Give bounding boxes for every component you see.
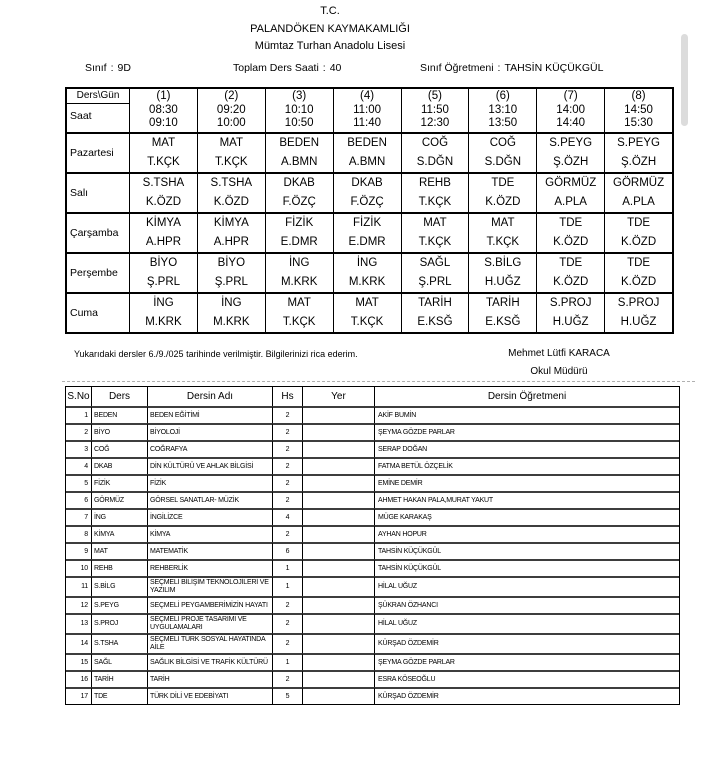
signature-block <box>478 348 640 377</box>
lesson-code: TDE <box>627 217 651 229</box>
lesson-cell <box>604 172 672 212</box>
lesson-code: MAT <box>219 137 244 149</box>
lesson-teacher-code: T.KÇK <box>215 156 248 168</box>
row-lesson-code: TDE <box>91 687 147 704</box>
issue-note: Yukarıdaki dersler 6./9./025 tarihinde verilmiştir. Bilgilerinizi rica ederim. <box>74 349 358 359</box>
row-lesson-code: REHB <box>91 559 147 576</box>
row-lesson-name: SEÇMELİ PROJE TASARIMI VE UYGULAMALARI <box>147 613 272 633</box>
lesson-teacher-code: Ş.ÖZH <box>620 156 657 168</box>
period-start-time: 11:00 <box>353 103 382 116</box>
time-row-label: Saat <box>70 110 92 122</box>
signer-title: Okul Müdürü <box>530 366 588 377</box>
period-start-time: 09:20 <box>216 103 246 116</box>
lesson-teacher-code: T.KÇK <box>418 196 452 208</box>
lesson-code: REHB <box>418 177 451 189</box>
row-lesson-name: MATEMATİK <box>147 542 272 559</box>
row-lesson-teacher: ŞEYMA GÖZDE PARLAR <box>374 653 679 670</box>
lesson-cell <box>468 252 536 292</box>
lesson-teacher-code: A.BMN <box>280 156 318 168</box>
header-dersin-ogretmeni: Dersin Öğretmeni <box>374 387 679 406</box>
row-lesson-teacher: AHMET HAKAN PALA,MURAT YAKUT <box>374 491 679 508</box>
lesson-code: TDE <box>559 217 583 229</box>
row-lesson-teacher: AYHAN HOPUR <box>374 525 679 542</box>
lesson-teacher-code: T.KÇK <box>147 156 180 168</box>
period-end-time: 10:00 <box>216 117 246 129</box>
row-lesson-code: İNG <box>91 508 147 525</box>
lesson-teacher-code: M.KRK <box>280 276 318 288</box>
period-number: (7) <box>563 90 578 102</box>
row-lesson-code: DKAB <box>91 457 147 474</box>
lesson-code: S.BİLG <box>484 257 522 269</box>
lesson-teacher-code: E.KSĞ <box>485 316 521 328</box>
row-lesson-hours: 2 <box>272 613 302 633</box>
row-lesson-hours: 5 <box>272 687 302 704</box>
row-lesson-teacher: AKİF BUMİN <box>374 406 679 423</box>
lesson-code: S.PEYG <box>617 137 660 149</box>
lesson-code: FİZİK <box>285 217 314 229</box>
lesson-code: S.PEYG <box>549 137 593 149</box>
row-lesson-code: BEDEN <box>91 406 147 423</box>
period-start-time: 11:50 <box>420 103 449 116</box>
lesson-teacher-code: A.HPR <box>145 236 182 248</box>
period-number: (6) <box>495 90 510 102</box>
lesson-code: MAT <box>287 297 311 309</box>
period-end-time: 11:40 <box>353 117 382 129</box>
timetable-corner-cell <box>67 89 129 132</box>
row-lesson-place <box>302 423 374 440</box>
row-lesson-name: TÜRK DİLİ VE EDEBİYATI <box>147 687 272 704</box>
row-lesson-hours: 1 <box>272 653 302 670</box>
lesson-code: İNG <box>356 257 378 269</box>
lesson-code: İNG <box>221 297 242 309</box>
row-lesson-place <box>302 508 374 525</box>
title-school: Mümtaz Turhan Anadolu Lisesi <box>254 40 406 52</box>
row-lesson-place <box>302 633 374 653</box>
row-lesson-teacher: ŞÜKRAN ÖZHANCI <box>374 596 679 613</box>
row-lesson-hours: 1 <box>272 559 302 576</box>
row-lesson-code: BİYO <box>91 423 147 440</box>
lesson-code: S.TSHA <box>210 177 253 189</box>
row-number: 12 <box>66 596 91 613</box>
day-label: Salı <box>67 172 129 212</box>
class-info-line <box>0 62 705 77</box>
colon-separator: : <box>110 62 114 74</box>
row-number: 5 <box>66 474 91 491</box>
lesson-cell <box>536 212 604 252</box>
class-teacher-info <box>420 62 603 74</box>
period-start-time: 10:10 <box>284 103 314 116</box>
lesson-teacher-code: K.ÖZD <box>213 196 249 208</box>
title-district: PALANDÖKEN KAYMAKAMLIĞI <box>250 22 410 35</box>
row-lesson-hours: 2 <box>272 633 302 653</box>
period-header-cell <box>468 89 536 132</box>
period-start-time: 14:50 <box>624 103 653 116</box>
lesson-teacher-code: K.ÖZD <box>485 196 521 208</box>
lesson-teacher-code: K.ÖZD <box>553 276 589 288</box>
lesson-teacher-code: A.HPR <box>213 236 249 248</box>
period-end-time: 10:50 <box>284 117 314 129</box>
row-lesson-teacher: ŞEYMA GÖZDE PARLAR <box>374 423 679 440</box>
period-end-time: 09:10 <box>149 117 178 129</box>
period-number: (5) <box>427 90 442 102</box>
lesson-teacher-code: H.UĞZ <box>484 276 521 288</box>
lesson-cell <box>129 132 197 172</box>
lesson-cell <box>604 292 672 332</box>
row-lesson-name: SEÇMELİ PEYGAMBERİMİZİN HAYATI <box>147 596 272 613</box>
row-lesson-teacher: FATMA BETÜL ÖZÇELİK <box>374 457 679 474</box>
lesson-code: DKAB <box>351 177 383 189</box>
lesson-code: TDE <box>627 257 651 269</box>
lesson-teacher-code: T.KÇK <box>486 236 520 248</box>
period-start-time: 14:00 <box>556 103 586 116</box>
document-header <box>0 3 660 56</box>
period-header-cell <box>333 89 401 132</box>
lesson-code: KİMYA <box>213 217 249 229</box>
lesson-teacher-code: F.ÖZÇ <box>350 196 384 208</box>
lesson-cell <box>197 132 265 172</box>
colon-separator: : <box>322 62 326 74</box>
lesson-code: COĞ <box>421 137 449 149</box>
day-label: Çarşamba <box>67 212 129 252</box>
row-lesson-hours: 2 <box>272 406 302 423</box>
row-number: 13 <box>66 613 91 633</box>
lesson-cell <box>468 212 536 252</box>
lesson-code: SAĞL <box>419 257 451 269</box>
lesson-cell <box>401 292 469 332</box>
lesson-cell <box>129 252 197 292</box>
row-lesson-place <box>302 542 374 559</box>
lesson-code: BEDEN <box>347 137 387 149</box>
header-sno: S.No <box>67 391 90 402</box>
day-label: Cuma <box>67 292 129 332</box>
lesson-cell <box>468 292 536 332</box>
title-tc: T.C. <box>320 5 340 17</box>
lesson-teacher-code: Ş.PRL <box>146 276 181 288</box>
lesson-code: GÖRMÜZ <box>613 177 665 189</box>
row-number: 9 <box>66 542 91 559</box>
lesson-cell <box>604 212 672 252</box>
lesson-teacher-code: K.ÖZD <box>620 236 657 248</box>
lesson-teacher-code: A.BMN <box>348 156 386 168</box>
lesson-code: MAT <box>151 137 176 149</box>
lesson-code: TARİH <box>485 297 520 309</box>
lesson-teacher-code: H.UĞZ <box>552 316 589 328</box>
row-lesson-place <box>302 457 374 474</box>
day-label: Pazartesi <box>67 132 129 172</box>
period-start-time: 08:30 <box>149 103 178 116</box>
lesson-cell <box>604 132 672 172</box>
header-hs: Hs <box>272 387 302 406</box>
period-number: (1) <box>156 90 171 102</box>
row-lesson-teacher: HİLAL UĞUZ <box>374 576 679 596</box>
row-number: 8 <box>66 525 91 542</box>
lesson-teacher-code: F.ÖZÇ <box>282 196 316 208</box>
period-end-time: 14:40 <box>556 117 586 129</box>
lesson-code: MAT <box>355 297 379 309</box>
lesson-teacher-code: M.KRK <box>145 316 182 328</box>
lesson-teacher-code: M.KRK <box>348 276 386 288</box>
lesson-code: S.TSHA <box>142 177 185 189</box>
row-lesson-name: FİZİK <box>147 474 272 491</box>
period-number: (4) <box>360 90 375 102</box>
row-lesson-code: MAT <box>91 542 147 559</box>
row-lesson-place <box>302 687 374 704</box>
header-ders: Ders <box>91 387 147 406</box>
lesson-teacher-code: S.DĞN <box>416 156 454 168</box>
lesson-cell <box>197 292 265 332</box>
lesson-code: MAT <box>491 217 515 229</box>
day-label: Perşembe <box>67 252 129 292</box>
lesson-cell <box>536 132 604 172</box>
lesson-cell <box>129 212 197 252</box>
row-lesson-name: DİN KÜLTÜRÜ VE AHLAK BİLGİSİ <box>147 457 272 474</box>
row-lesson-hours: 1 <box>272 576 302 596</box>
lesson-code: MAT <box>423 217 447 229</box>
row-lesson-code: KİMYA <box>91 525 147 542</box>
row-lesson-hours: 4 <box>272 508 302 525</box>
period-end-time: 13:50 <box>488 117 518 129</box>
total-hours-label: Toplam Ders Saati <box>233 62 319 74</box>
row-lesson-place <box>302 440 374 457</box>
period-header-cell <box>129 89 197 132</box>
period-header-cell <box>536 89 604 132</box>
lesson-teacher-code: Ş.ÖZH <box>553 156 589 168</box>
lesson-code: TARİH <box>418 297 452 309</box>
lesson-cell <box>333 132 401 172</box>
period-header-cell <box>604 89 672 132</box>
lesson-teacher-code: A.PLA <box>554 196 587 208</box>
row-lesson-name: SEÇMELİ TÜRK SOSYAL HAYATINDA AİLE <box>147 633 272 653</box>
lesson-teacher-code: T.KÇK <box>418 236 452 248</box>
row-lesson-place <box>302 653 374 670</box>
timetable <box>65 87 674 334</box>
period-end-time: 12:30 <box>420 117 450 129</box>
class-teacher-value: TAHSİN KÜÇÜKGÜL <box>504 62 604 74</box>
row-lesson-teacher: TAHSİN KÜÇÜKGÜL <box>374 542 679 559</box>
lesson-teacher-code: E.KSĞ <box>417 316 453 328</box>
row-number: 2 <box>66 423 91 440</box>
lesson-code: İNG <box>153 297 174 309</box>
row-lesson-place <box>302 559 374 576</box>
period-end-time: 15:30 <box>624 117 653 129</box>
lesson-cell <box>333 292 401 332</box>
lesson-code: KİMYA <box>145 217 181 229</box>
row-lesson-place <box>302 406 374 423</box>
row-lesson-teacher: ESRA KÖSEOĞLU <box>374 670 679 687</box>
row-lesson-place <box>302 613 374 633</box>
row-lesson-name: TARİH <box>147 670 272 687</box>
lesson-code: FİZİK <box>353 217 382 229</box>
colon-separator: : <box>497 62 501 74</box>
row-lesson-code: S.BİLG <box>91 576 147 596</box>
lesson-code: S.PROJ <box>617 297 660 309</box>
lesson-cell <box>401 252 469 292</box>
lessons-table <box>65 386 680 705</box>
class-teacher-label: Sınıf Öğretmeni <box>420 62 494 74</box>
lesson-cell <box>401 212 469 252</box>
lesson-cell <box>333 172 401 212</box>
row-lesson-name: BİYOLOJİ <box>147 423 272 440</box>
total-hours-value: 40 <box>329 62 342 74</box>
row-lesson-place <box>302 474 374 491</box>
lesson-teacher-code: H.UĞZ <box>620 316 657 328</box>
period-number: (2) <box>224 90 239 102</box>
period-header-cell <box>401 89 469 132</box>
row-lesson-place <box>302 670 374 687</box>
lesson-code: İNG <box>288 257 310 269</box>
lesson-cell <box>265 292 333 332</box>
scrollbar-thumb[interactable] <box>681 34 688 126</box>
row-lesson-place <box>302 525 374 542</box>
row-number: 17 <box>66 687 91 704</box>
row-lesson-teacher: EMİNE DEMİR <box>374 474 679 491</box>
row-lesson-code: GÖRMÜZ <box>91 491 147 508</box>
row-lesson-hours: 2 <box>272 423 302 440</box>
row-number: 4 <box>66 457 91 474</box>
lesson-cell <box>604 252 672 292</box>
row-lesson-name: SEÇMELİ BİLİŞİM TEKNOLOJİLERİ VE YAZILIM <box>147 576 272 596</box>
row-number: 16 <box>66 670 91 687</box>
row-lesson-place <box>302 596 374 613</box>
period-header-cell <box>197 89 265 132</box>
lesson-teacher-code: A.PLA <box>622 196 655 208</box>
row-lesson-code: S.PROJ <box>91 613 147 633</box>
row-number: 14 <box>66 633 91 653</box>
lesson-teacher-code: M.KRK <box>213 316 250 328</box>
class-info <box>85 62 131 74</box>
period-number: (3) <box>292 90 307 102</box>
lesson-cell <box>468 172 536 212</box>
row-lesson-code: FİZİK <box>91 474 147 491</box>
row-lesson-name: REHBERLİK <box>147 559 272 576</box>
lesson-code: COĞ <box>489 137 516 149</box>
row-lesson-hours: 2 <box>272 474 302 491</box>
lesson-cell <box>536 172 604 212</box>
row-lesson-hours: 6 <box>272 542 302 559</box>
signer-name: Mehmet Lütfi KARACA <box>508 348 610 359</box>
lesson-cell <box>333 252 401 292</box>
row-lesson-hours: 2 <box>272 596 302 613</box>
corner-label: Ders\Gün <box>67 89 129 104</box>
lesson-teacher-code: T.KÇK <box>350 316 384 328</box>
dashed-separator <box>62 381 695 382</box>
row-lesson-place <box>302 491 374 508</box>
row-lesson-code: S.TSHA <box>91 633 147 653</box>
period-start-time: 13:10 <box>488 103 518 116</box>
row-lesson-hours: 2 <box>272 525 302 542</box>
row-lesson-code: COĞ <box>91 440 147 457</box>
lesson-cell <box>333 212 401 252</box>
lesson-teacher-code: K.ÖZD <box>620 276 657 288</box>
row-lesson-teacher: MÜGE KARAKAŞ <box>374 508 679 525</box>
lesson-teacher-code: K.ÖZD <box>553 236 589 248</box>
row-lesson-code: TARİH <box>91 670 147 687</box>
lesson-code: BİYO <box>149 257 178 269</box>
lesson-code: S.PROJ <box>549 297 592 309</box>
row-lesson-teacher: TAHSİN KÜÇÜKGÜL <box>374 559 679 576</box>
row-lesson-place <box>302 576 374 596</box>
row-number: 3 <box>66 440 91 457</box>
lesson-cell <box>265 252 333 292</box>
row-lesson-code: SAĞL <box>91 653 147 670</box>
period-number: (8) <box>631 90 646 102</box>
row-number: 7 <box>66 508 91 525</box>
row-number: 10 <box>66 559 91 576</box>
row-number: 15 <box>66 653 91 670</box>
row-lesson-name: KİMYA <box>147 525 272 542</box>
lesson-cell <box>265 212 333 252</box>
row-lesson-teacher: SERAP DOĞAN <box>374 440 679 457</box>
row-lesson-teacher: HİLAL UĞUZ <box>374 613 679 633</box>
lesson-teacher-code: K.ÖZD <box>145 196 181 208</box>
lesson-cell <box>197 172 265 212</box>
row-lesson-name: COĞRAFYA <box>147 440 272 457</box>
row-lesson-code: S.PEYG <box>91 596 147 613</box>
lesson-cell <box>197 252 265 292</box>
row-lesson-name: SAĞLIK BİLGİSİ VE TRAFİK KÜLTÜRÜ <box>147 653 272 670</box>
lesson-code: BEDEN <box>279 137 319 149</box>
lesson-cell <box>401 132 469 172</box>
lesson-cell <box>468 132 536 172</box>
lesson-code: TDE <box>559 257 583 269</box>
row-lesson-hours: 2 <box>272 457 302 474</box>
class-value: 9D <box>117 62 131 74</box>
row-number: 11 <box>66 576 91 596</box>
lesson-cell <box>536 252 604 292</box>
lesson-teacher-code: S.DĞN <box>484 156 522 168</box>
row-lesson-name: GÖRSEL SANATLAR- MÜZİK <box>147 491 272 508</box>
lesson-code: DKAB <box>283 177 315 189</box>
row-lesson-name: BEDEN EĞİTİMİ <box>147 406 272 423</box>
lesson-cell <box>536 292 604 332</box>
lesson-cell <box>265 132 333 172</box>
row-lesson-hours: 2 <box>272 670 302 687</box>
lesson-teacher-code: T.KÇK <box>282 316 316 328</box>
lesson-cell <box>401 172 469 212</box>
lesson-cell <box>129 292 197 332</box>
lesson-teacher-code: E.DMR <box>280 236 318 248</box>
lesson-code: BİYO <box>217 257 246 269</box>
row-lesson-name: İNGİLİZCE <box>147 508 272 525</box>
row-lesson-teacher: KÜRŞAD ÖZDEMİR <box>374 633 679 653</box>
lesson-teacher-code: E.DMR <box>348 236 386 248</box>
lesson-cell <box>265 172 333 212</box>
lesson-cell <box>129 172 197 212</box>
row-lesson-teacher: KÜRŞAD ÖZDEMİR <box>374 687 679 704</box>
header-dersin-adi: Dersin Adı <box>147 387 272 406</box>
row-lesson-hours: 2 <box>272 440 302 457</box>
total-hours-info <box>233 62 341 74</box>
period-header-cell <box>265 89 333 132</box>
row-number: 1 <box>66 406 91 423</box>
class-label: Sınıf <box>85 62 107 74</box>
header-yer: Yer <box>302 387 374 406</box>
lesson-code: GÖRMÜZ <box>545 177 597 189</box>
lesson-code: TDE <box>491 177 515 189</box>
row-number: 6 <box>66 491 91 508</box>
row-lesson-hours: 2 <box>272 491 302 508</box>
lesson-cell <box>197 212 265 252</box>
lesson-teacher-code: Ş.PRL <box>214 276 248 288</box>
lesson-teacher-code: Ş.PRL <box>418 276 452 288</box>
